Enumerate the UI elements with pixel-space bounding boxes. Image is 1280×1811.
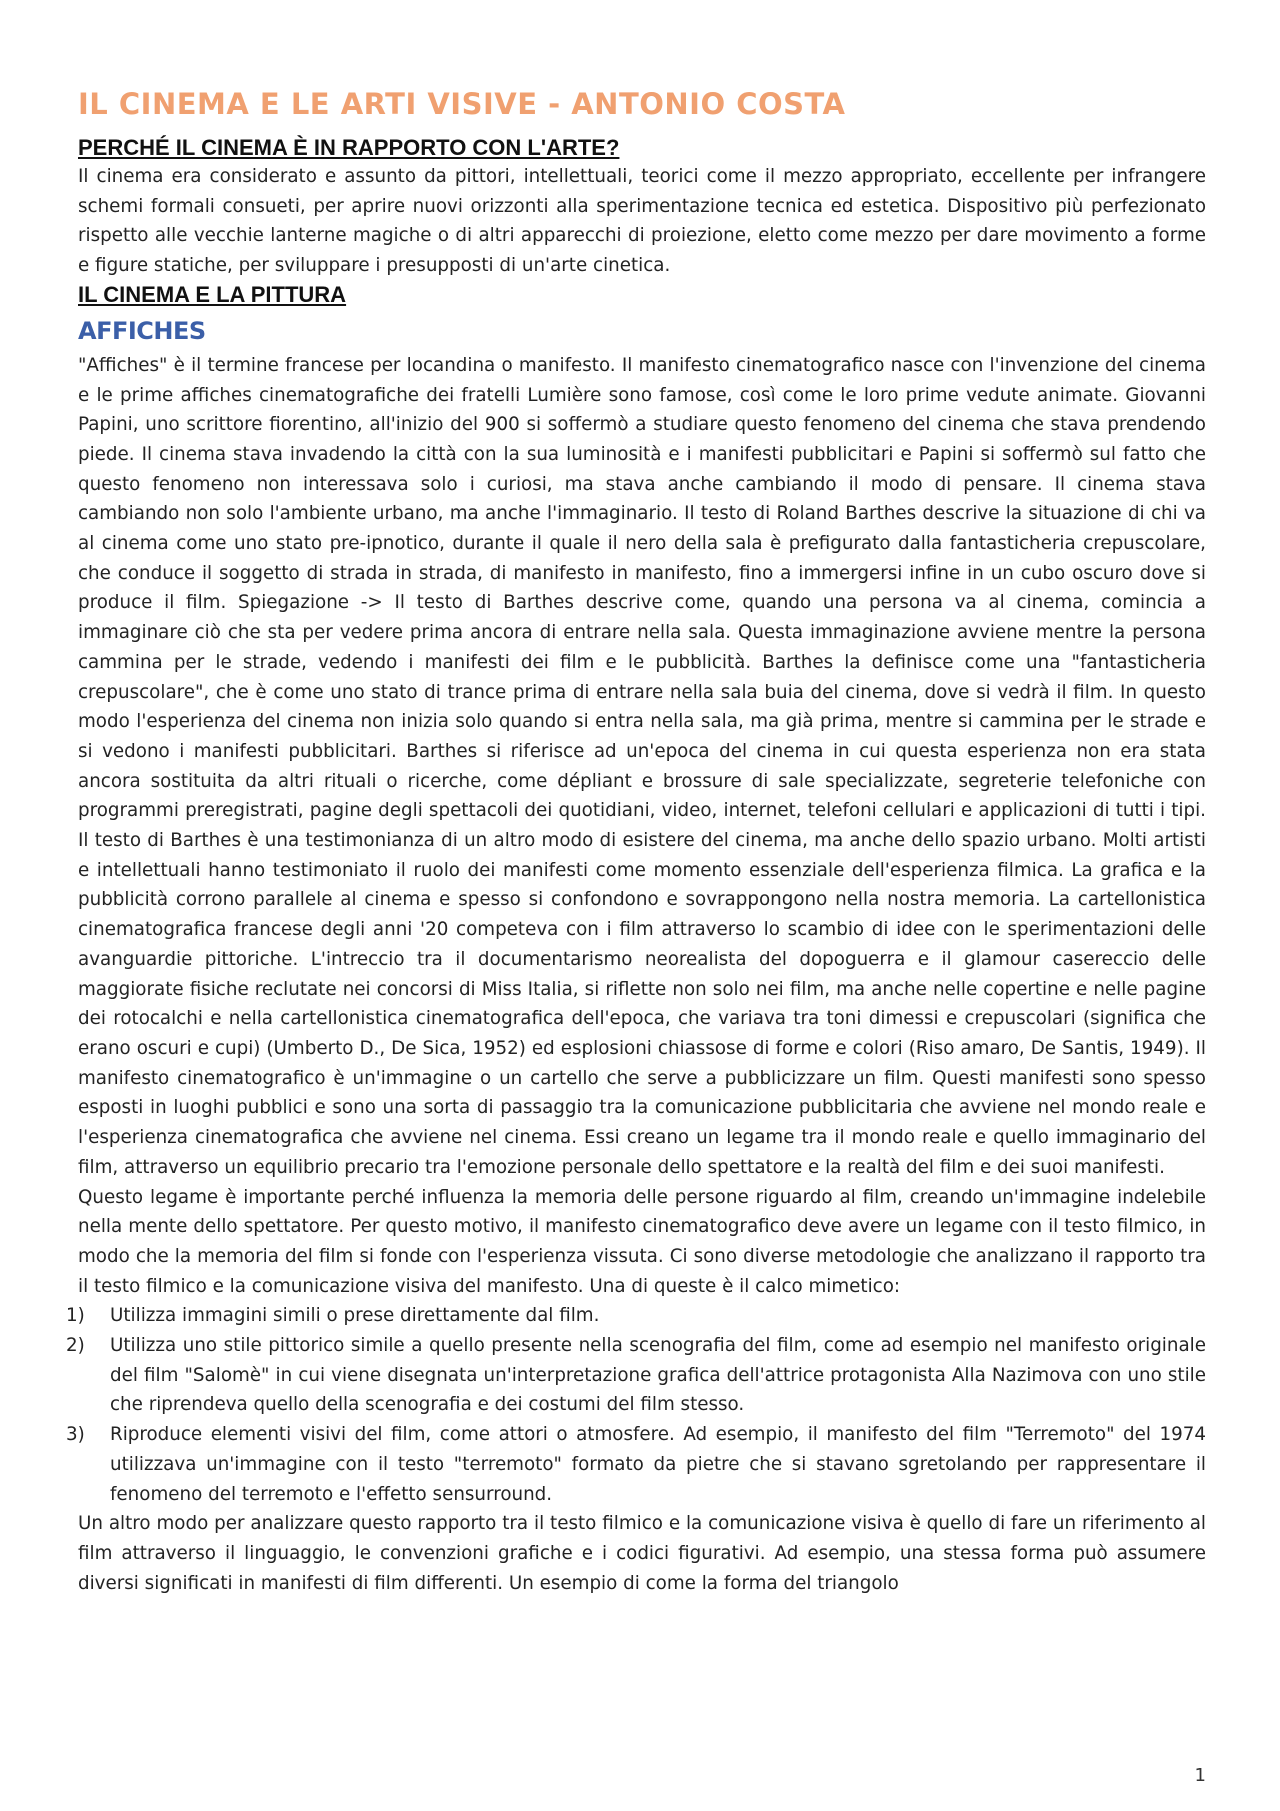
list-item-number: 1) [66, 1305, 85, 1327]
list-item-text: Utilizza uno stile pittorico simile a quello presente nella scenografia del film, come ad esempio nel manifesto originale del film "Salomè" in cui viene disegnata un'interpretazione grafica dell'attrice protagonista Alla Nazimova con uno stile che riprendeva quello della scenografia e dei costumi del film stesso. [110, 1335, 1206, 1416]
document-page [66, 86, 1206, 1598]
list-item [66, 1331, 1206, 1420]
list-item-number: 3) [66, 1424, 85, 1446]
affiches-paragraph-2: Questo legame è importante perché influenza la memoria delle persone riguardo al film, creando un'immagine indelebile nella mente dello spettatore. Per questo motivo, il manifesto cinematografico deve avere un legame con il testo filmico, in modo che la memoria del film si fonde con l'esperienza vissuta. Ci sono diverse metodologie che analizzano il rapporto tra il testo filmico e la comunicazione visiva del manifesto. Una di queste è il calco mimetico: [78, 1186, 1206, 1297]
section-heading-intro: PERCHÉ IL CINEMA È IN RAPPORTO CON L'ARTE? [78, 135, 620, 160]
document-title: IL CINEMA E LE ARTI VISIVE - ANTONIO COSTA [78, 87, 846, 121]
affiches-paragraph-1: "Affiches" è il termine francese per locandina o manifesto. Il manifesto cinematografico nasce con l'invenzione del cinema e le prime affiches cinematografiche dei fratelli Lumière sono famose, così come le loro prime vedute animate. Giovanni Papini, uno scrittore fiorentino, all'inizio del 900 si soffermò a studiare questo fenomeno del cinema che stava prendendo piede. Il cinema stava invadendo la città con la sua luminosità e i manifesti pubblicitari e Papini si soffermò sul fatto che questo fenomeno non interessava solo i curiosi, ma stava anche cambiando il modo di pensare. Il cinema stava cambiando non solo l'ambiente urbano, ma anche l'immaginario. Il testo di Roland Barthes descrive la situazione di chi va al cinema come uno stato pre-ipnotico, durante il quale il nero della sala è prefigurato dalla fantasticheria crepuscolare, che conduce il soggetto di strada in strada, di manifesto in manifesto, fino a immergersi infine in un cubo oscuro dove si produce il film. Spiegazione -> Il testo di Barthes descrive come, quando una persona va al cinema, comincia a immaginare ciò che sta per vedere prima ancora di entrare nella sala. Questa immaginazione avviene mentre la persona cammina per le strade, vedendo i manifesti dei film e le pubblicità. Barthes la definisce come una "fantasticheria crepuscolare", che è come uno stato di trance prima di entrare nella sala buia del cinema, dove si vedrà il film. In questo modo l'esperienza del cinema non inizia solo quando si entra nella sala, ma già prima, mentre si cammina per le strade e si vedono i manifesti pubblicitari. Barthes si riferisce ad un'epoca del cinema in cui questa esperienza non era stata ancora sostituita da altri rituali o ricerche, come dépliant e brossure di sale specializzate, segreterie telefoniche con programmi preregistrati, pagine degli spettacoli dei quotidiani, video, internet, telefoni cellulari e applicazioni di tutti i tipi. Il testo di Barthes è una testimonianza di un altro modo di esistere del cinema, ma anche dello spazio urbano. Molti artisti e intellettuali hanno testimoniato il ruolo dei manifesti come momento essenziale dell'esperienza filmica. La grafica e la pubblicità corrono parallele al cinema e spesso si confondono e sovrappongono nella nostra memoria. La cartellonistica cinematografica francese degli anni '20 competeva con i film attraverso lo scambio di idee con le sperimentazioni delle avanguardie pittoriche. L'intreccio tra il documentarismo neorealista del dopoguerra e il glamour casereccio delle maggiorate fisiche reclutate nei concorsi di Miss Italia, si riflette non solo nei film, ma anche nelle copertine e nelle pagine dei rotocalchi e nella cartellonistica cinematografica dell'epoca, che variava tra toni dimessi e crepuscolari (significa che erano oscuri e cupi) (Umberto D., De Sica, 1952) ed esplosioni chiassose di forme e colori (Riso amaro, De Santis, 1949). Il manifesto cinematografico è un'immagine o un cartello che serve a pubblicizzare un film. Questi manifesti sono spesso esposti in luoghi pubblici e sono una sorta di passaggio tra la comunicazione pubblicitaria che avviene nel mondo reale e l'esperienza cinematografica che avviene nel cinema. Essi creano un legame tra il mondo reale e quello immaginario del film, attraverso un equilibrio precario tra l'emozione personale dello spettatore e la realtà del film e dei suoi manifesti. [78, 354, 1206, 1178]
subsection-heading-affiches: AFFICHES [78, 316, 206, 345]
intro-paragraph: Il cinema era considerato e assunto da pittori, intellettuali, teorici come il mezzo appropriato, eccellente per infrangere schemi formali consueti, per aprire nuovi orizzonti alla sperimentazione tecnica ed estetica. Dispositivo più perfezionato rispetto alle vecchie lanterne magiche o di altri apparecchi di proiezione, eletto come mezzo per dare movimento a forme e figure statiche, per sviluppare i presupposti di un'arte cinetica. [78, 166, 1206, 277]
list-item [66, 1420, 1206, 1509]
list-item-text: Riproduce elementi visivi del film, come attori o atmosfere. Ad esempio, il manifesto del film "Terremoto" del 1974 utilizzava un'immagine con il testo "terremoto" formato da pietre che si stavano sgretolando per rappresentare il fenomeno del terremoto e l'effetto sensurround. [110, 1424, 1206, 1505]
page-number: 1 [1194, 1765, 1206, 1786]
list-item-text: Utilizza immagini simili o prese direttamente dal film. [110, 1305, 600, 1327]
list-item [66, 1301, 1206, 1331]
affiches-paragraph-3: Un altro modo per analizzare questo rapporto tra il testo filmico e la comunicazione visiva è quello di fare un riferimento al film attraverso il linguaggio, le convenzioni grafiche e i codici figurativi. Ad esempio, una stessa forma può assumere diversi significati in manifesti di film differenti. Un esempio di come la forma del triangolo [78, 1513, 1206, 1594]
section-heading-painting: IL CINEMA E LA PITTURA [78, 281, 347, 307]
list-item-number: 2) [66, 1335, 85, 1357]
methods-list [66, 1301, 1206, 1509]
